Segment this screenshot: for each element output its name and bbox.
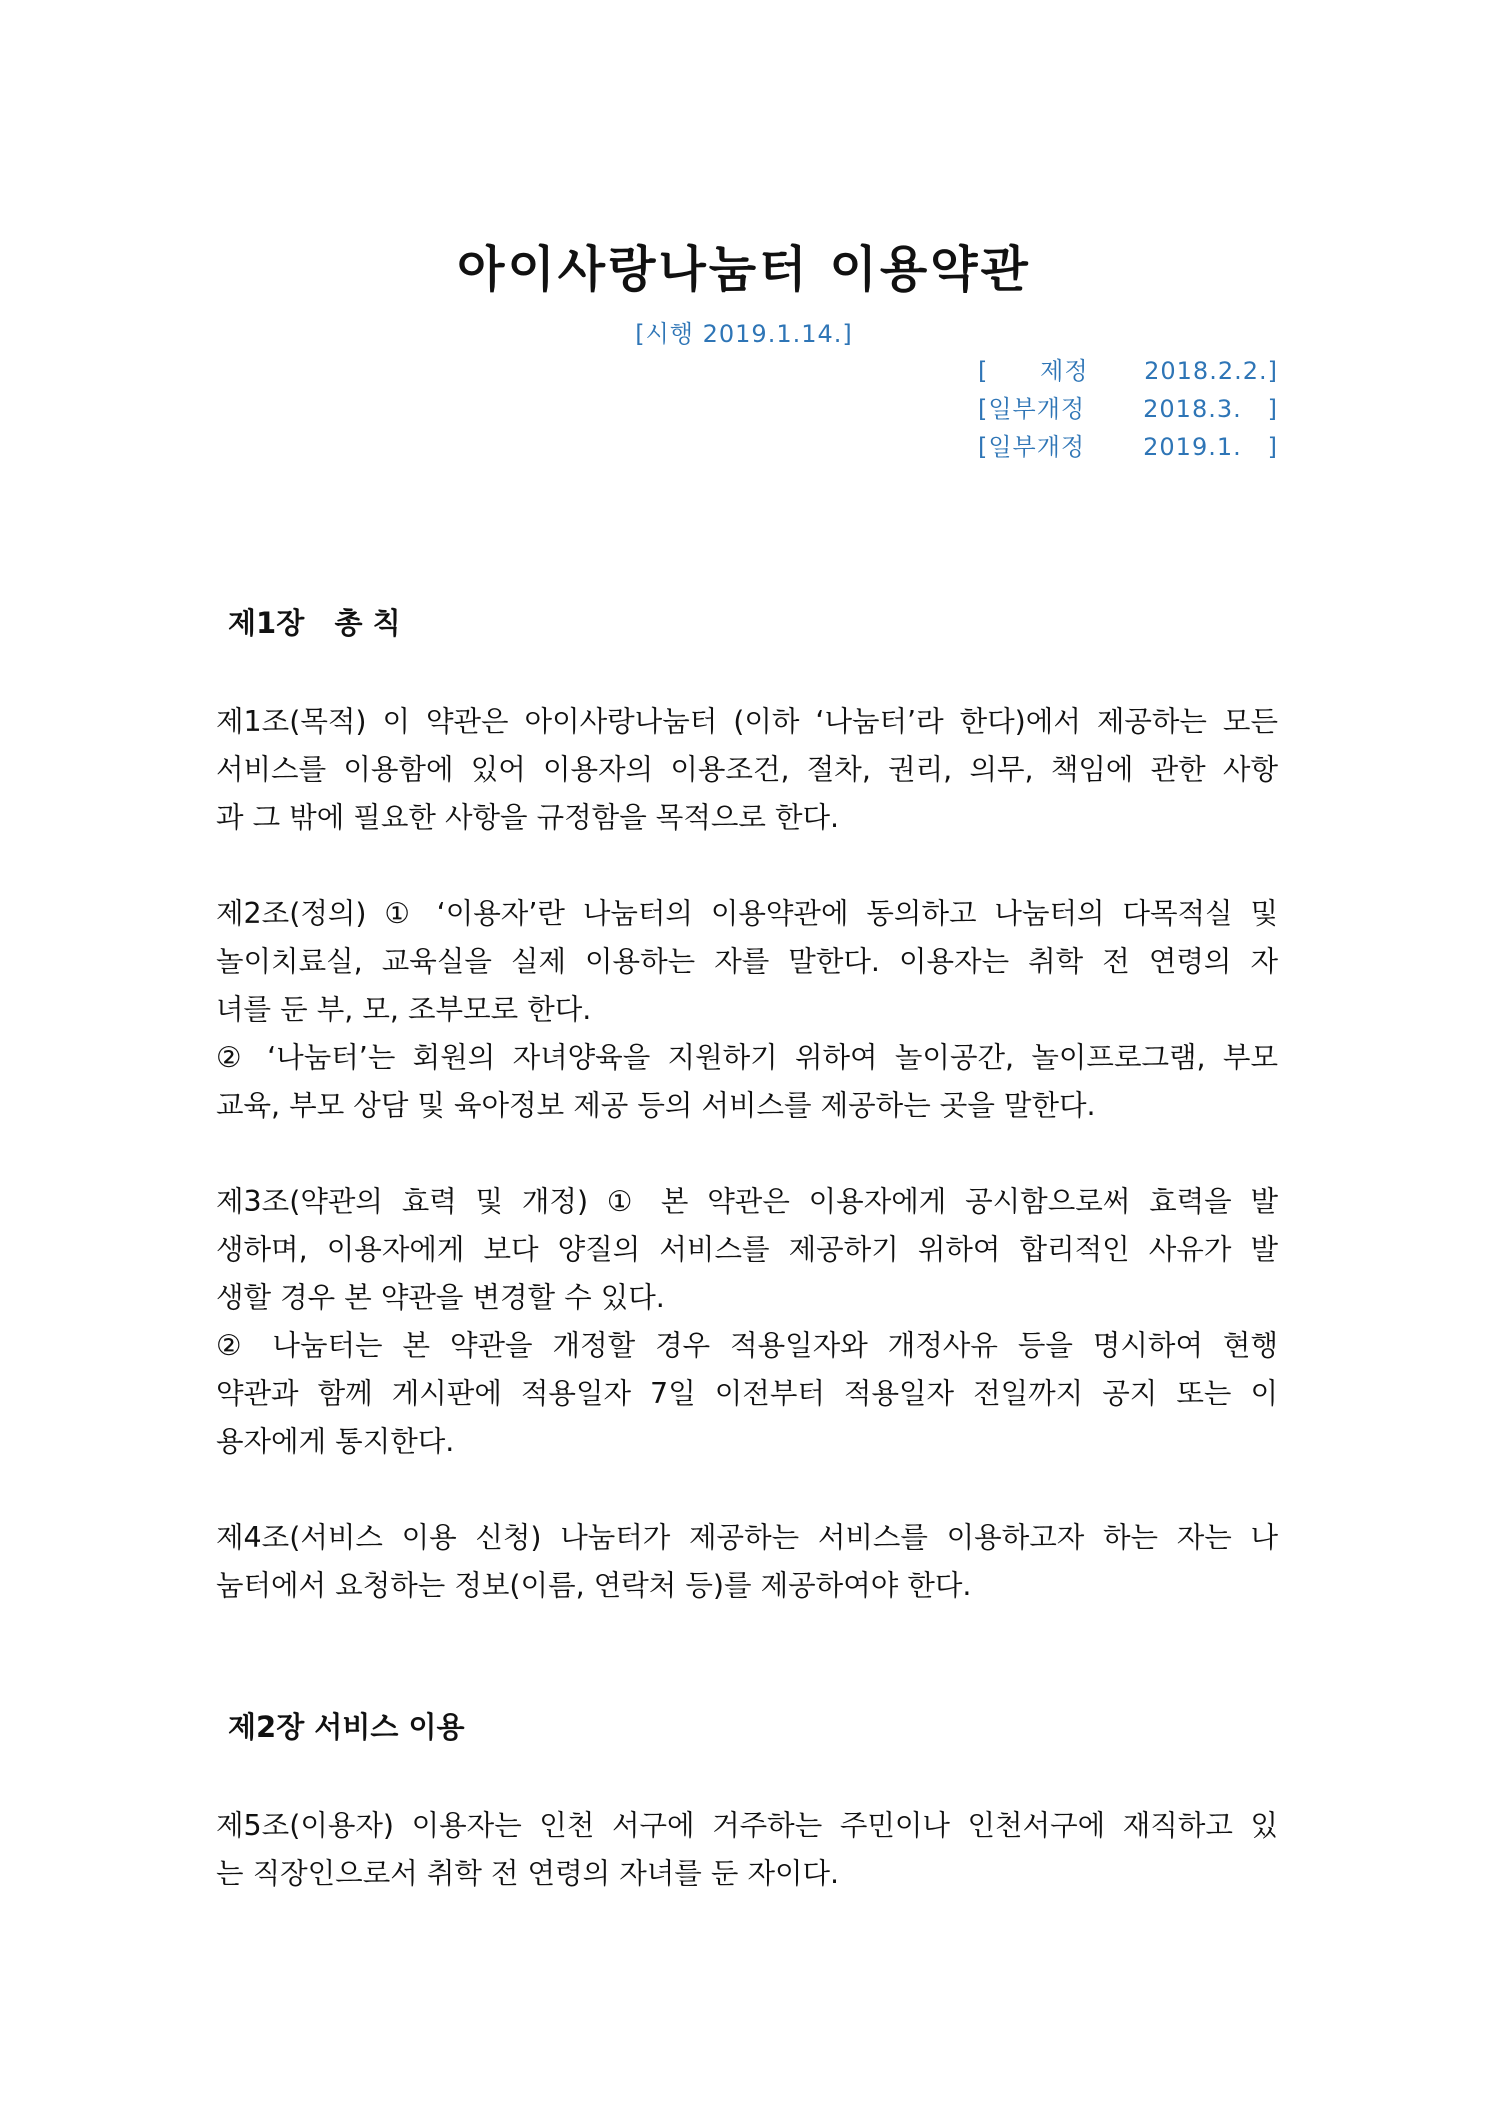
article-line: 눔터에서 요청하는 정보(이름, 연락처 등)를 제공하여야 한다.	[216, 1569, 972, 1602]
document-title: 아이사랑나눔터 이용약관	[457, 241, 1031, 298]
revision-entry	[978, 428, 1278, 466]
article-3	[216, 1178, 1278, 1466]
article-line: 는 직장인으로서 취학 전 연령의 자녀를 둔 자이다.	[216, 1857, 840, 1890]
article-line: 과 그 밖에 필요한 사항을 규정함을 목적으로 한다.	[216, 801, 840, 834]
article-2	[216, 890, 1278, 1130]
revision-label: [ 제정	[978, 357, 1089, 385]
article-line: 교육, 부모 상담 및 육아정보 제공 등의 서비스를 제공하는 곳을 말한다.	[216, 1089, 1096, 1122]
effective-date: [시행 2019.1.14.]	[635, 320, 853, 348]
revision-date: 2019.1. ]	[1143, 433, 1278, 461]
article-line: 생하며, 이용자에게 보다 양질의 서비스를 제공하기 위하여 합리적인 사유가 발	[216, 1233, 1278, 1266]
article-line: 생할 경우 본 약관을 변경할 수 있다.	[216, 1281, 665, 1314]
article-line: 약관과 함께 게시판에 적용일자 7일 이전부터 적용일자 전일까지 공지 또는 이	[216, 1377, 1278, 1410]
article-line: 제3조(약관의 효력 및 개정) ① 본 약관은 이용자에게 공시함으로써 효력을 발	[216, 1185, 1278, 1218]
article-line: 제5조(이용자) 이용자는 인천 서구에 거주하는 주민이나 인천서구에 재직하고 있	[216, 1809, 1278, 1842]
article-line: ② 나눔터는 본 약관을 개정할 경우 적용일자와 개정사유 등을 명시하여 현행	[216, 1329, 1278, 1362]
revision-label: [일부개정	[978, 433, 1086, 461]
revision-entry	[978, 352, 1278, 390]
revision-date: 2018.2.2.]	[1144, 357, 1278, 385]
article-4	[216, 1514, 1278, 1610]
chapter-heading: 제1장 총 칙	[228, 606, 401, 640]
revision-history	[978, 352, 1278, 466]
article-line: 제4조(서비스 이용 신청) 나눔터가 제공하는 서비스를 이용하고자 하는 자는 나	[216, 1521, 1278, 1554]
article-5	[216, 1802, 1278, 1898]
article-line: 용자에게 통지한다.	[216, 1425, 455, 1458]
revision-entry	[978, 390, 1278, 428]
article-line: 서비스를 이용함에 있어 이용자의 이용조건, 절차, 권리, 의무, 책임에 관한 사항	[216, 753, 1278, 786]
article-1	[216, 698, 1278, 842]
article-line: ② ‘나눔터’는 회원의 자녀양육을 지원하기 위하여 놀이공간, 놀이프로그램, 부모	[216, 1041, 1278, 1074]
article-line: 놀이치료실, 교육실을 실제 이용하는 자를 말한다. 이용자는 취학 전 연령의 자	[216, 945, 1278, 978]
revision-date: 2018.3. ]	[1143, 395, 1278, 423]
article-line: 제2조(정의) ① ‘이용자’란 나눔터의 이용약관에 동의하고 나눔터의 다목적실 및	[216, 897, 1278, 930]
article-line: 제1조(목적) 이 약관은 아이사랑나눔터 (이하 ‘나눔터’라 한다)에서 제공하는 모든	[216, 705, 1278, 738]
revision-label: [일부개정	[978, 395, 1086, 423]
article-line: 녀를 둔 부, 모, 조부모로 한다.	[216, 993, 592, 1026]
chapter-heading: 제2장 서비스 이용	[228, 1710, 465, 1744]
